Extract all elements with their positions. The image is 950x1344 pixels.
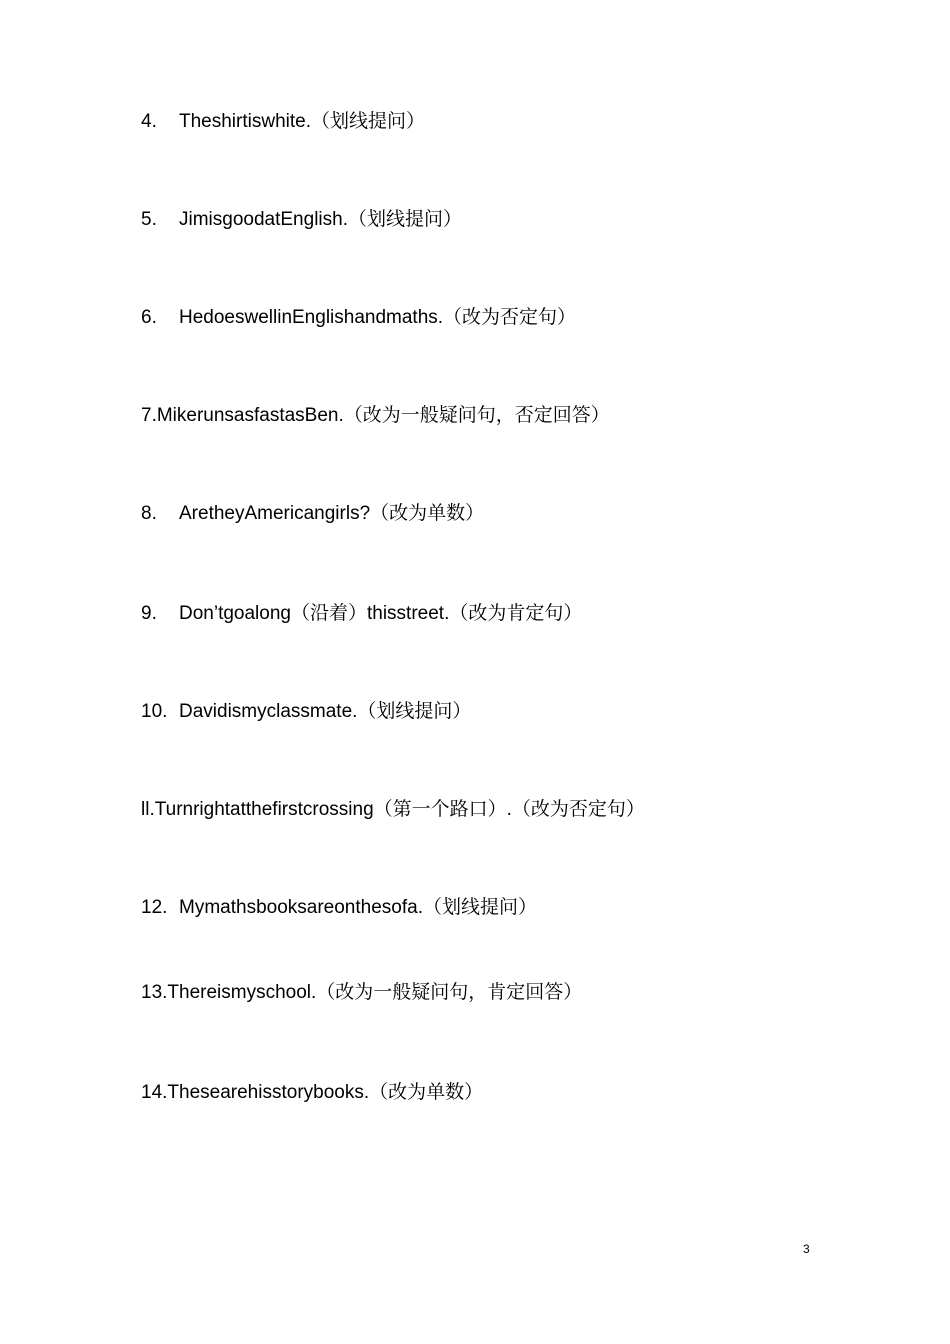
item-number: 8.: [141, 503, 157, 524]
exercise-item-10: [141, 699, 861, 725]
item-number: 6.: [141, 307, 157, 328]
item-text: Theshirtiswhite.（划线提问）: [179, 111, 425, 132]
item-number: 5.: [141, 209, 157, 230]
item-text: HedoeswellinEnglishandmaths.（改为否定句）: [179, 307, 577, 328]
item-text: 13.Thereismyschool.（改为一般疑问句，肯定回答）: [141, 982, 583, 1003]
exercise-item-12: [141, 895, 861, 921]
exercise-item-14: [141, 1080, 861, 1106]
item-number: 9.: [141, 603, 157, 624]
item-text: AretheyAmericangirls?（改为单数）: [179, 503, 485, 524]
item-text: Don’tgoalong（沿着）thisstreet.（改为肯定句）: [179, 603, 583, 624]
exercise-item-7: [141, 403, 861, 429]
exercise-item-6: [141, 305, 861, 331]
exercise-item-11: [141, 797, 861, 823]
item-text: Davidismyclassmate.（划线提问）: [179, 701, 472, 722]
exercise-item-13: [141, 980, 861, 1006]
item-number: 12.: [141, 897, 168, 918]
item-text: Mymathsbooksareonthesofa.（划线提问）: [179, 897, 537, 918]
item-text: 7.MikerunsasfastasBen.（改为一般疑问句，否定回答）: [141, 405, 610, 426]
item-text: JimisgoodatEnglish.（划线提问）: [179, 209, 462, 230]
item-text: ll.Turnrightatthefirstcrossing（第一个路口）.（改为否定句）: [141, 799, 645, 820]
exercise-item-4: [141, 109, 861, 135]
page-number: 3: [803, 1242, 810, 1256]
item-text: 14.Thesearehisstorybooks.（改为单数）: [141, 1082, 484, 1103]
exercise-item-9: [141, 601, 861, 627]
exercise-item-8: [141, 501, 861, 527]
item-number: 10.: [141, 701, 168, 722]
item-number: 4.: [141, 111, 157, 132]
exercise-item-5: [141, 207, 861, 233]
